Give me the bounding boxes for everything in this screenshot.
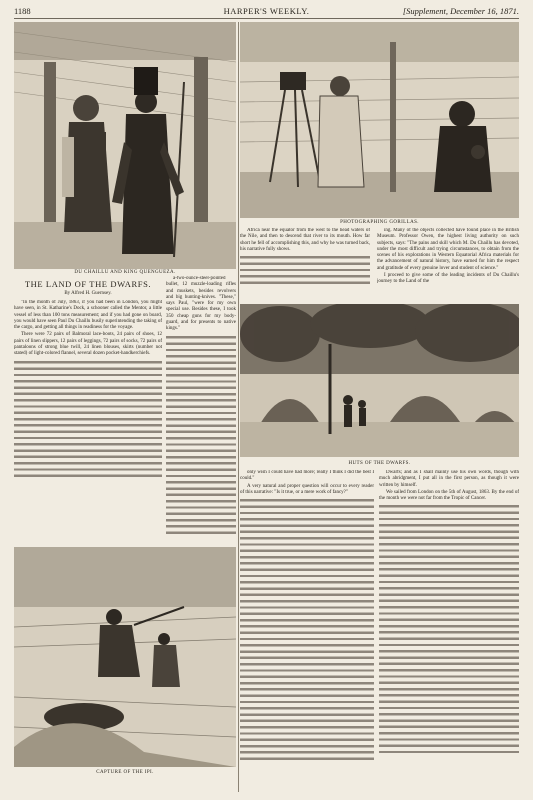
article-byline: By Alfred H. Guernsey. [64, 291, 112, 296]
paragraph: There were 72 pairs of Balmoral lace-boots, 24 pairs of shoes, 12 pairs of linen slippers, 12 pairs of leggings, 72 pairs of socks, 72 pairs of pantaloons of strong blue twill, 24 linen blouses, skirts (number not stated) of light-colored flannel, several dozen pocket-handkerchiefs. [14, 332, 162, 357]
paragraph: Africa near the equator from the west to the head waters of the Nile, and then to descend that river to its mouth. How far short he fell of accomplishing this, and why he was turned back, his narrative fully shows. [240, 228, 370, 252]
caption-gorillas: PHOTOGRAPHING GORILLAS. [340, 220, 419, 225]
text-lines [379, 503, 519, 753]
column-divider [238, 22, 239, 792]
column-6 [379, 470, 519, 790]
paragraph: "In the month of July, 1863, if you had been in London, you might have seen, in St. Katharine's Dock, a schooner called the Mentor, a little vessel of less than 100 tons measurement; and if you had gone on board, you would have seen Paul Du Chaillu busily superintending the taking of the cargo, and getting all things in readiness for the voyage. [14, 300, 162, 331]
masthead: HARPER'S WEEKLY. [223, 6, 310, 16]
paragraph: ing. Many of the objects collected have found place in the British Museum. Professor Owen, the highest living authority on such subjects, says: "The pains and skill which M. Du Chaillu has devoted, under the most difficult and trying circumstances, to obtain from the scenes of his explorations in Western Equatorial Africa materials for the advancement of natural history, have earned for him the respect and gratitude of every genuine lover and student of science." [377, 228, 519, 271]
paragraph: A very natural and proper question will occur to every reader of this narrative: "Is it true, or a mere work of fancy?" [240, 483, 374, 495]
supplement-date: [Supplement, December 16, 1871. [402, 6, 519, 16]
paragraph: Dwarfs; and as I shall mainly use his own words, though with much abridgment, I put all in the first person, as though it were written by himself. [379, 470, 519, 488]
column-2 [166, 276, 236, 546]
caption-ipi: CAPTURE OF THE IPI. [96, 770, 154, 775]
paragraph: We sailed from London on the 5th of August, 1863. By the end of the month we were not far from the Tropic of Cancer. [379, 489, 519, 502]
column-1 [14, 300, 162, 540]
page-number: 1188 [14, 6, 31, 16]
column-5 [240, 470, 374, 790]
caption-huts: HUTS OF THE DWARFS. [348, 461, 411, 466]
illustration-ipi [14, 547, 236, 767]
text-lines [240, 254, 370, 284]
page-header [14, 4, 519, 19]
paragraph: only wish I could have had more; really I think I did the best I could." [240, 470, 374, 482]
illustration-quengueza [14, 22, 236, 269]
column-4 [377, 228, 519, 300]
text-lines [240, 497, 374, 762]
illustration-huts [240, 304, 519, 457]
paragraph: I proceed to give some of the leading incidents of Du Chaillu's journey to the Land of the [377, 273, 519, 285]
text-lines [166, 334, 236, 534]
text-lines [14, 359, 162, 479]
paragraph: a-two-ounce-steel-pointed bullet, 12 muzzle-loading rifles and muskets, besides revolvers and big hunting-knives. "These," says Paul, "were for my own special use. Besides these, I took 350 cheap guns for my body-guard, and for presents to native kings." [166, 276, 236, 332]
article-title: THE LAND OF THE DWARFS. [24, 279, 152, 289]
illustration-gorillas [240, 22, 519, 218]
caption-quengueza: DU CHAILLU AND KING QUENGUEZA. [74, 270, 176, 275]
